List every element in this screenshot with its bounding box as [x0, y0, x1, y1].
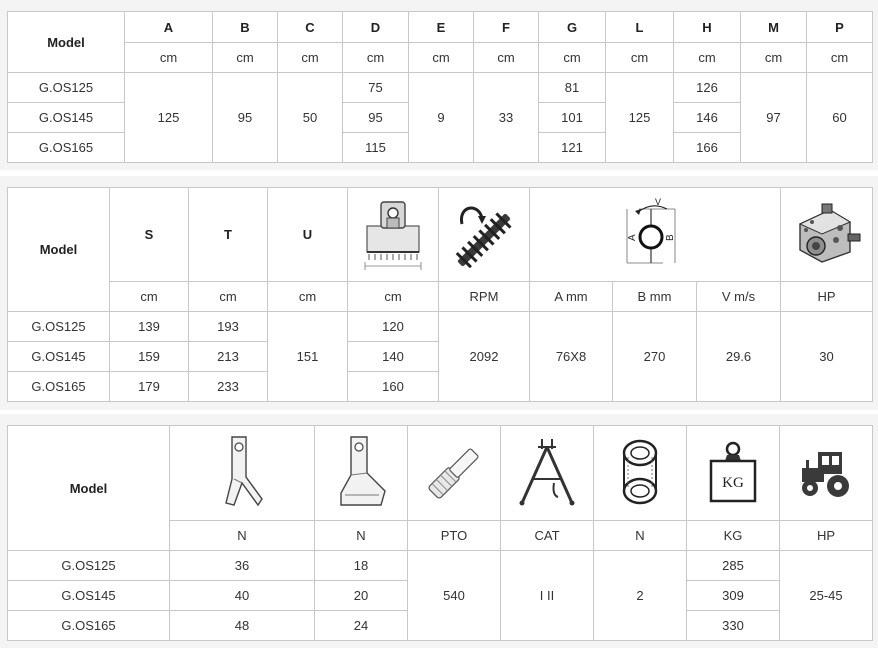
- unit-e: cm: [409, 43, 474, 73]
- model-header: Model: [8, 12, 125, 73]
- value-g: 81: [539, 73, 606, 103]
- y-blade-icon: [170, 426, 315, 521]
- value-t: 213: [189, 342, 268, 372]
- value-s: 139: [110, 312, 189, 342]
- kg-text: KG: [722, 475, 744, 491]
- unit-n2: N: [315, 521, 408, 551]
- value-n2: 20: [315, 581, 408, 611]
- model-header: Model: [8, 426, 170, 551]
- header-d: D: [343, 12, 409, 43]
- unit-rpm: RPM: [439, 282, 530, 312]
- b-label: B: [665, 233, 676, 241]
- unit-a-mm: A mm: [530, 282, 613, 312]
- value-g: 101: [539, 103, 606, 133]
- value-a-mm: 76X8: [530, 312, 613, 402]
- accessories-table: [7, 425, 873, 641]
- value-n2: 18: [315, 551, 408, 581]
- value-v: 29.6: [697, 312, 781, 402]
- value-n1: 48: [170, 611, 315, 641]
- performance-table: [7, 187, 873, 402]
- value-hp: 25-45: [780, 551, 873, 641]
- unit-d: cm: [343, 43, 409, 73]
- weight-icon: [687, 426, 780, 521]
- value-p: 60: [807, 73, 873, 163]
- unit-t: cm: [189, 282, 268, 312]
- table-row: [8, 312, 873, 342]
- header-u: U: [268, 188, 348, 282]
- rotor-rotation-icon: [439, 188, 530, 282]
- unit-g: cm: [539, 43, 606, 73]
- value-hp: 30: [781, 312, 873, 402]
- header-t: T: [189, 188, 268, 282]
- table-row: [8, 73, 873, 103]
- unit-a: cm: [125, 43, 213, 73]
- model-cell: G.OS145: [8, 581, 170, 611]
- value-n1: 40: [170, 581, 315, 611]
- header-g: G: [539, 12, 606, 43]
- header-m: M: [741, 12, 807, 43]
- dimensions-table: [7, 11, 873, 163]
- value-m: 97: [741, 73, 807, 163]
- unit-n3: N: [594, 521, 687, 551]
- value-u: 151: [268, 312, 348, 402]
- model-cell: G.OS145: [8, 342, 110, 372]
- unit-hp: HP: [780, 521, 873, 551]
- unit-cat: CAT: [501, 521, 594, 551]
- unit-pto: PTO: [408, 521, 501, 551]
- value-h: 166: [674, 133, 741, 163]
- header-a: A: [125, 12, 213, 43]
- header-p: P: [807, 12, 873, 43]
- value-h: 126: [674, 73, 741, 103]
- value-b: 95: [213, 73, 278, 163]
- value-pto: 540: [408, 551, 501, 641]
- value-n3: 2: [594, 551, 687, 641]
- unit-b: cm: [213, 43, 278, 73]
- header-h: H: [674, 12, 741, 43]
- unit-hp: HP: [781, 282, 873, 312]
- header-l: L: [606, 12, 674, 43]
- unit-u: cm: [268, 282, 348, 312]
- model-cell: G.OS165: [8, 372, 110, 402]
- unit-c: cm: [278, 43, 343, 73]
- value-width: 140: [348, 342, 439, 372]
- model-cell: G.OS125: [8, 551, 170, 581]
- value-c: 50: [278, 73, 343, 163]
- value-s: 179: [110, 372, 189, 402]
- unit-n1: N: [170, 521, 315, 551]
- value-t: 233: [189, 372, 268, 402]
- unit-b-mm: B mm: [613, 282, 697, 312]
- value-t: 193: [189, 312, 268, 342]
- header-s: S: [110, 188, 189, 282]
- mower-dimension-icon: [348, 188, 439, 282]
- value-cat: I II: [501, 551, 594, 641]
- value-n1: 36: [170, 551, 315, 581]
- model-cell: G.OS145: [8, 103, 125, 133]
- unit-m: cm: [741, 43, 807, 73]
- model-cell: G.OS125: [8, 73, 125, 103]
- model-cell: G.OS165: [8, 133, 125, 163]
- gearbox-icon: [781, 188, 873, 282]
- hitch-category-icon: [501, 426, 594, 521]
- value-h: 146: [674, 103, 741, 133]
- unit-f: cm: [474, 43, 539, 73]
- model-header: Model: [8, 188, 110, 312]
- value-l: 125: [606, 73, 674, 163]
- a-label: A: [627, 233, 638, 241]
- unit-p: cm: [807, 43, 873, 73]
- value-f: 33: [474, 73, 539, 163]
- belt-icon: [594, 426, 687, 521]
- value-rpm: 2092: [439, 312, 530, 402]
- value-kg: 309: [687, 581, 780, 611]
- unit-v: V m/s: [697, 282, 781, 312]
- unit-kg: KG: [687, 521, 780, 551]
- value-a: 125: [125, 73, 213, 163]
- header-c: C: [278, 12, 343, 43]
- hammer-blade-icon: [315, 426, 408, 521]
- value-b-mm: 270: [613, 312, 697, 402]
- unit-l: cm: [606, 43, 674, 73]
- table-row: [8, 551, 873, 581]
- unit-width: cm: [348, 282, 439, 312]
- value-n2: 24: [315, 611, 408, 641]
- unit-s: cm: [110, 282, 189, 312]
- header-b: B: [213, 12, 278, 43]
- value-width: 120: [348, 312, 439, 342]
- header-e: E: [409, 12, 474, 43]
- unit-h: cm: [674, 43, 741, 73]
- value-width: 160: [348, 372, 439, 402]
- value-e: 9: [409, 73, 474, 163]
- value-kg: 285: [687, 551, 780, 581]
- header-f: F: [474, 12, 539, 43]
- value-s: 159: [110, 342, 189, 372]
- pto-shaft-icon: [408, 426, 501, 521]
- model-cell: G.OS165: [8, 611, 170, 641]
- value-d: 95: [343, 103, 409, 133]
- tractor-icon: [780, 426, 873, 521]
- value-d: 75: [343, 73, 409, 103]
- value-kg: 330: [687, 611, 780, 641]
- value-g: 121: [539, 133, 606, 163]
- rotor-diameter-icon: [530, 188, 781, 282]
- value-d: 115: [343, 133, 409, 163]
- v-label: V: [655, 196, 662, 207]
- model-cell: G.OS125: [8, 312, 110, 342]
